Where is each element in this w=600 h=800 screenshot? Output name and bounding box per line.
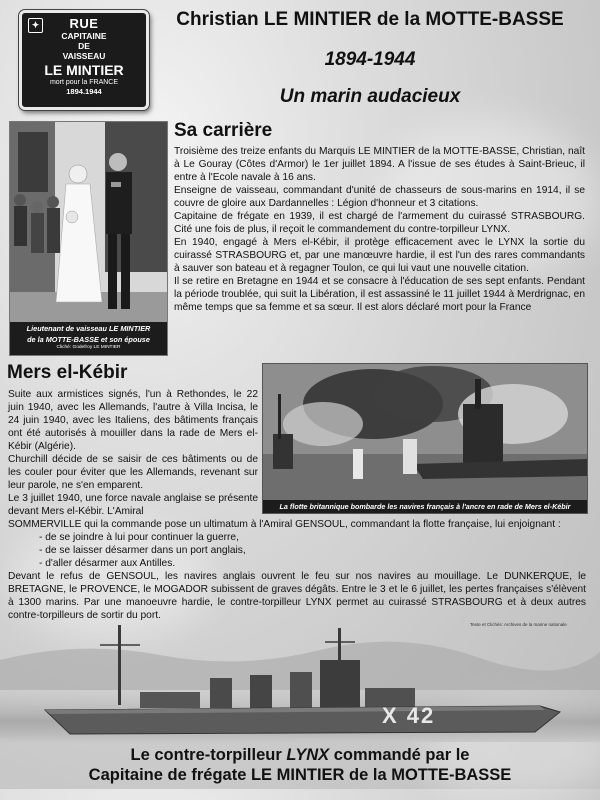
mers-heading: Mers el-Kébir [7,362,128,383]
fleet-photo-caption: La flotte britannique bombarde les navires français à l'ancre en rade de Mers el-Kébir [263,500,587,513]
archive-credit: Texte et Clichés: Archives de la marine nationale [470,622,567,627]
street-sign-line: RUE [69,16,99,31]
mers-paragraph: Devant le refus de GENSOUL, les navires anglais ouvrent le feu sur nos navires au mouillage. Le DUNKERQUE, le BRETAGNE, le PROVENCE, le MOGADOR subissent de graves dégâts. Entre le 3 et le 6 juillet, les pertes françaises s'élèvent à 1300 marins. Par une manoeuvre hardie, le contre-torpilleur LYNX permet au cuirassé STRASBOURG et à deux autres contre-torpilleurs de sortir du port. [8,571,586,621]
fleet-photo [262,363,588,514]
mers-continued-text [8,518,586,622]
mers-paragraph: Suite aux armistices signés, l'un à Rethondes, le 22 juin 1940, avec les Allemands, l'autre à Villa Incisa, le 24 juin 1940, avec les Italiens, des bâtiments français ont été autorisés à mouiller dans la rade de Mers el-Kébir (Algérie). [8,389,258,452]
city-crest-icon: ✦ [28,18,43,33]
ship-name: LYNX [286,746,330,764]
career-paragraph: Troisième des treize enfants du Marquis LE MINTIER de la MOTTE-BASSE, Christian, naît à Le Gouray (Côtes d'Armor) le 1er juillet 1894. A l'issue de ses études à Saint-Brieuc, il entre à l'Ecole navale à 16 ans. [174,146,585,183]
lynx-ship-photo [0,620,600,742]
caption-text: Le contre-torpilleur [130,746,287,764]
mers-paragraph: SOMMERVILLE qui la commande pose un ultimatum à l'Amiral GENSOUL, commandant la flotte française, lui enjoignant : [8,519,561,530]
photo-credit: Cliché: Godefroy LE MINTIER [56,345,121,350]
career-text [174,145,585,314]
life-dates: 1894-1944 [324,49,416,70]
page-subtitle: Un marin audacieux [279,86,461,107]
mers-paragraph: Le 3 juillet 1940, une force navale anglaise se présente devant Mers el-Kébir. L'Amiral [8,493,258,517]
ship-caption-line [0,745,600,765]
caption-line: Lieutenant de vaisseau LE MINTIER [26,324,151,333]
mers-intro-text [8,388,258,518]
career-paragraph: Enseigne de vaisseau, commandant d'unité de chasseurs de sous-marins en 1914, il se couvre de gloire aux Dardannelles : Légion d'honneur et 3 citations. [174,185,585,209]
lynx-ship-image [0,620,600,742]
list-item: - de se laisser désarmer dans un port anglais, [39,544,586,557]
hull-number: X 42 [382,703,436,728]
caption-text: commandé par le [329,746,470,764]
caption-line: de la MOTTE-BASSE et son épouse [27,335,150,344]
ship-caption-line: Capitaine de frégate LE MINTIER de la MOTTE-BASSE [88,766,512,784]
ultimatum-list [8,531,586,570]
career-paragraph: Capitaine de frégate en 1939, il est chargé de l'armement du cuirassé STRASBOURG. Cité une fois de plus, il reçoit le commandement du contre-torpilleur LYNX. [174,211,585,235]
street-sign-name: LE MINTIER [44,62,124,78]
wedding-photo [9,121,168,356]
career-paragraph: Il se retire en Bretagne en 1944 et se consacre à l'éducation de ses sept enfants. Pendant la période troublée, qui suit la Libération, il est assassiné le 11 juillet 1944 à Merdrignac, en même temps que sa femme et sa sœur. Il est alors déclaré mort pour la France [174,276,585,313]
street-sign-line: DE [78,41,90,51]
street-sign-line: CAPITAINE [61,31,107,41]
wedding-photo-caption [10,322,167,355]
page-title: Christian LE MINTIER de la MOTTE-BASSE [176,9,564,30]
list-item: - d'aller désarmer aux Antilles. [39,557,586,570]
street-sign-line: 1894.1944 [66,87,102,96]
career-heading: Sa carrière [174,120,273,141]
list-item: - de se joindre à lui pour continuer la guerre, [39,531,586,544]
street-sign-line: mort pour la FRANCE [49,79,119,86]
wedding-photo-image [10,122,167,322]
street-sign-line: VAISSEAU [62,51,106,61]
career-paragraph: En 1940, engagé à Mers el-Kébir, il protège efficacement avec le LYNX la sortie du cuirassé STRASBOURG et, par une manœuvre hardie, il est l'un des rares commandants à sauver son bateau et à regagner Toulon, ce qui lui vaut une nouvelle citation. [174,237,585,274]
ship-caption [0,745,600,785]
fleet-photo-image [263,364,587,500]
mers-paragraph: Churchill décide de se saisir de ces bâtiments ou de les couler pour éviter que les Allemands, revenant sur leur parole, ne s'en emparent. [8,454,258,491]
street-sign [19,10,149,110]
